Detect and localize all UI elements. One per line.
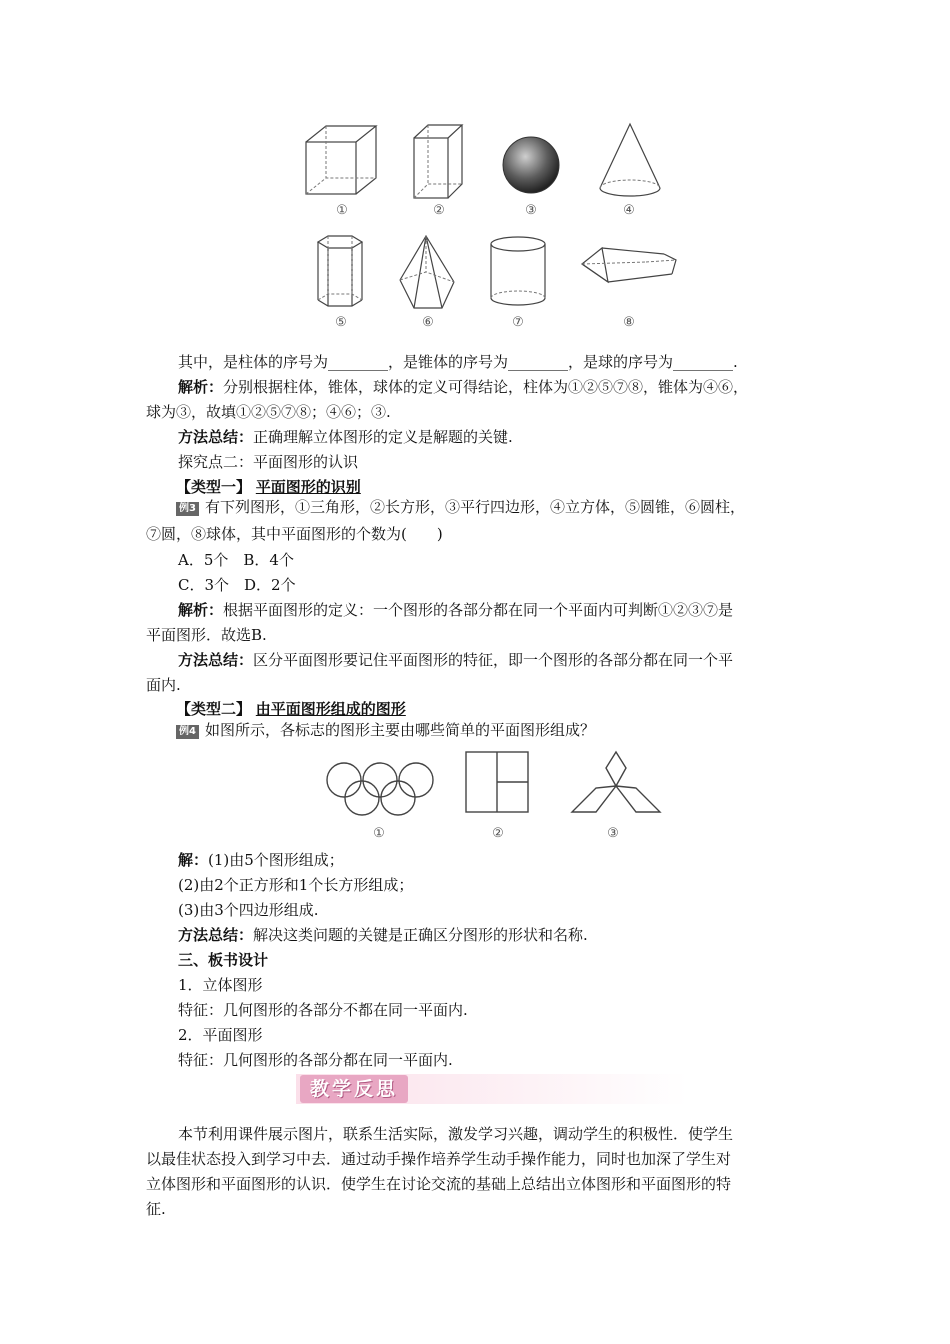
summary-text: 正确理解立体图形的定义是解题的关键. [253,428,513,446]
analysis-label: 解析： [178,601,224,619]
figure-sphere [500,134,562,196]
board-item-1: 1．立体图形 [178,976,263,994]
solution-3: (3)由3个四边形组成. [178,901,319,919]
example-4 [176,718,856,743]
type-title: 平面图形的识别 [255,478,361,496]
type-title: 由平面图形组成的图形 [255,700,406,718]
example-3 [176,495,856,520]
analysis-2 [146,598,858,623]
figure-label: ① [336,203,348,218]
type-bracket: 【类型二】 [176,700,252,718]
solution-1 [146,848,858,873]
board-feature-1: 特征：几何图形的各部分不都在同一平面内. [178,1001,468,1019]
analysis-text: 根据平面图形的定义：一个图形的各部分都在同一个平面内可判断①②③⑦是 [223,601,734,619]
summary-text: 区分平面图形要记住平面图形的特征，即一个图形的各部分都在同一个平 [253,651,734,669]
analysis-2-cont: 平面图形．故选B. [146,626,267,644]
analysis-label: 解析： [178,378,224,396]
summary-label: 方法总结： [178,651,254,669]
board-heading: 三、板书设计 [178,951,269,969]
summary-label: 方法总结： [178,926,254,944]
board-feature-2: 特征：几何图形的各部分都在同一平面内. [178,1051,453,1069]
option-row-2: C．3个 D．2个 [178,576,296,594]
figure-label: ⑧ [623,315,635,330]
option-row-1: A．5个 B．4个 [178,551,294,569]
example-badge: 例4 [176,725,199,739]
reflection-line-3: 立体图形和平面图形的认识．使学生在讨论交流的基础上总结出立体图形和平面图形的特 [146,1175,732,1193]
figure-label: ② [433,203,445,218]
method-summary-3 [146,923,858,948]
figure-label: ⑤ [335,315,347,330]
figure-diamonds [570,750,662,816]
figure-label: ⑦ [512,315,524,330]
method-summary-1 [146,425,858,450]
type-bracket: 【类型一】 [176,478,252,496]
analysis-text: 分别根据柱体，锥体，球体的定义可得结论，柱体为①②⑤⑦⑧，锥体为④⑥， [223,378,749,396]
example-badge: 例3 [176,502,199,516]
method-summary-2-cont: 面内. [146,676,181,694]
reflection-banner [296,1074,688,1104]
figure-label: ④ [623,203,635,218]
figure-squares [464,750,532,814]
figure-label: ⑥ [422,315,434,330]
figure-olympic-rings [324,760,436,820]
question-paragraph: 其中，是柱体的序号为________，是锥体的序号为________，是球的序号为________. [178,353,738,371]
example-text: 如图所示，各标志的图形主要由哪些简单的平面图形组成？ [204,721,595,739]
solution-2: (2)由2个正方形和1个长方形组成； [178,876,414,894]
method-summary-2 [146,648,858,673]
analysis-1 [146,375,858,400]
figure-label: ③ [607,826,619,841]
figure-cube [300,122,382,200]
figure-label: ① [373,826,385,841]
figure-label: ② [492,826,504,841]
summary-text: 解决这类问题的关键是正确区分图形的形状和名称. [253,926,588,944]
figure-label: ③ [525,203,537,218]
reflection-line-2: 以最佳状态投入到学习中去．通过动手操作培养学生动手操作能力，同时也加深了学生对 [146,1150,732,1168]
summary-label: 方法总结： [178,428,254,446]
figure-hexagonal-prism [312,234,368,312]
analysis-1-cont: 球为③，故填①②⑤⑦⑧；④⑥；③. [146,403,391,421]
figure-cylinder [486,234,550,310]
board-item-2: 2．平面图形 [178,1026,263,1044]
reflection-line-4: 征. [146,1200,166,1218]
solution-text: (1)由5个图形组成； [208,851,344,869]
example-3-cont: ⑦圆，⑧球体，其中平面图形的个数为( ) [146,525,443,543]
reflection-banner-title: 教学反思 [300,1075,408,1103]
solution-label: 解： [178,851,209,869]
figure-rectangular-prism [410,122,466,202]
example-text: 有下列图形，①三角形，②长方形，③平行四边形，④立方体，⑤圆锥，⑥圆柱， [204,498,745,516]
figure-cone [596,120,664,200]
reflection-line-1: 本节利用课件展示图片，联系生活实际，激发学习兴趣，调动学生的积极性．使学生 [178,1125,734,1143]
figure-triangular-prism [578,244,682,302]
explore-point-2: 探究点二：平面图形的认识 [178,453,359,471]
figure-pyramid [396,232,458,314]
